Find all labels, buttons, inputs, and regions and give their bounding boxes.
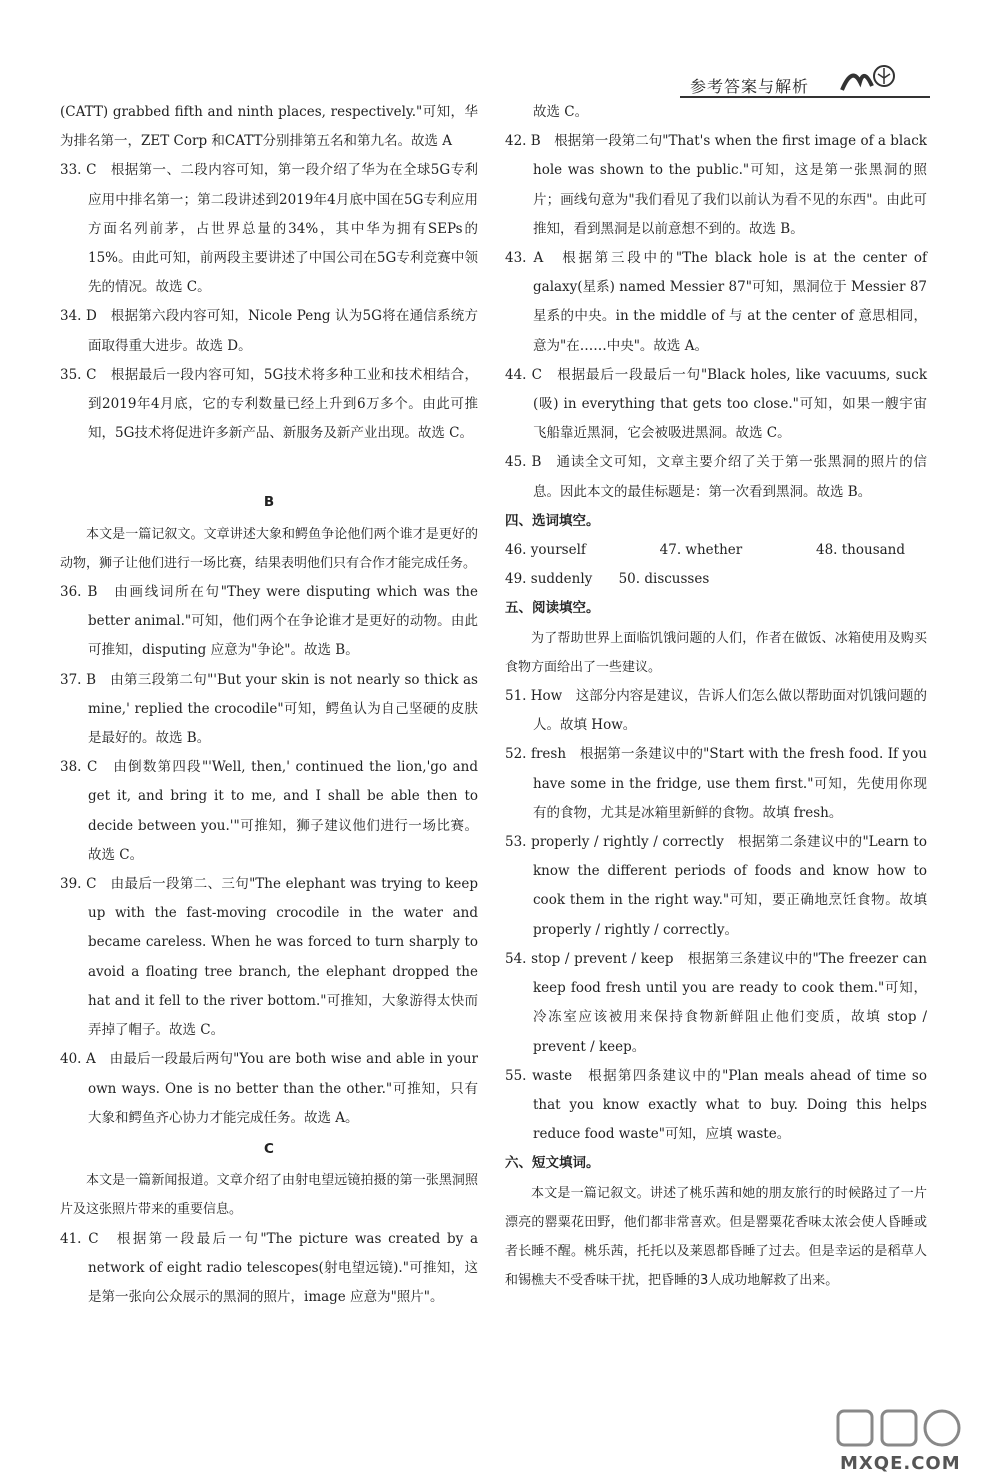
watermark-logo-icon (830, 1405, 980, 1453)
section-4-title: 四、选词填空。 (505, 512, 600, 529)
answer-47: 47. whether (659, 542, 743, 559)
answer-item-54: 54. stop / prevent / keep 根据第三条建议中的"The freezer can keep food fresh until you are ready to cook them."可知，冷冻室应该被用来保持食物新鲜阻止他们变质，故填 stop / prevent / keep。 (505, 950, 927, 1055)
section-c-intro: 本文是一篇新闻报道。文章介绍了由射电望远镜拍摄的第一张黑洞照片及这张照片带来的重要信息。 (60, 1173, 478, 1218)
answer-item-52: 52. fresh 根据第一条建议中的"Start with the fresh food. If you have some in the fridge, use them first."可知，先使用你现有的食物，尤其是冰箱里新鲜的食物。故填 fresh。 (505, 746, 927, 821)
section-4-answers (505, 536, 927, 594)
answer-item-33: 33. C 根据第一、二段内容可知，第一段介绍了华为在全球5G专利应用中排名第一；第二段讲述到2019年4月底中国在5G专利应用方面名列前茅，占世界总量的34%，其中华为拥有SEPs的15%。由此可知，前两段主要讲述了中国公司在5G专利竞赛中领先的情况。故选 C。 (60, 162, 478, 296)
answer-item-43: 43. A 根据第三段中的"The black hole is at the center of galaxy(星系) named Messier 87"可知，黑洞位于 Messier 87星系的中央。in the middle of 与 at the center of 意思相同，意为"在……中央"。故选 A。 (505, 250, 927, 354)
header-title: 参考答案与解析 (690, 77, 810, 96)
answer-50: 50. discusses (618, 571, 710, 588)
answer-48: 48. thousand (816, 542, 906, 559)
answer-item-40: 40. A 由最后一段最后两句"You are both wise and able in your own ways. One is no better than the other."可推知，只有大象和鳄鱼齐心协力才能完成任务。故选 A。 (60, 1051, 478, 1126)
answer-item-38: 38. C 由倒数第四段"'Well, then,' continued the lion,'go and get it, and bring it to me, and I shall be able then to decide between you.'"可推知，狮子建议他们进行一场比赛。故选 C。 (60, 759, 478, 863)
book-logo-icon (838, 60, 898, 96)
section-5-title: 五、阅读填空。 (505, 600, 600, 617)
continued-text: (CATT) grabbed fifth and ninth places, respectively."可知，华为排名第一，ZET Corp 和CATT分别排第五名和第九名。故选 A (60, 104, 478, 150)
answer-item-42: 42. B 根据第一段第二句"That's when the first image of a black hole was shown to the public."可知，这是第一张黑洞的照片；画线句意为"我们看见了我们以前认为看不见的东西"。由此可推知，看到黑洞是以前意想不到的。故选 B。 (505, 133, 927, 237)
section-c-title: C (264, 1140, 274, 1157)
watermark-text: MXQE.COM (840, 1453, 961, 1474)
answer-item-39: 39. C 由最后一段第二、三句"The elephant was trying to keep up with the fast-moving crocodile in the water and became careless. When he was forced to turn sharply to avoid a floating tree branch, the elephant dropped the hat and it fell to the river bottom."可推知，大象游得太快而弄掉了帽子。故选 C。 (60, 876, 478, 1039)
section-5-intro: 为了帮助世界上面临饥饿问题的人们，作者在做饭、冰箱使用及购买食物方面给出了一些建议。 (505, 630, 927, 675)
answer-49: 49. suddenly (505, 571, 593, 588)
page-header (680, 60, 930, 100)
answer-item-34: 34. D 根据第六段内容可知，Nicole Peng 认为5G将在通信系统方面取得重大进步。故选 D。 (60, 308, 478, 354)
answer-item-37: 37. B 由第三段第二句"'But your skin is not nearly so thick as mine,' replied the crocodile"可知，鳄鱼认为自己坚硬的皮肤是最好的。故选 B。 (60, 671, 478, 747)
answer-item-45: 45. B 通读全文可知，文章主要介绍了关于第一张黑洞的照片的信息。因此本文的最佳标题是：第一次看到黑洞。故选 B。 (505, 454, 927, 500)
section-6-title: 六、短文填词。 (505, 1155, 600, 1172)
answer-46: 46. yourself (505, 542, 586, 559)
section-b-title: B (263, 494, 275, 511)
section-6-intro: 本文是一篇记叙文。讲述了桃乐茜和她的朋友旅行的时候路过了一片漂亮的罂粟花田野，他们都非常喜欢。但是罂粟花香味太浓会使人昏睡或者长睡不醒。桃乐茜，托托以及莱恩都昏睡了过去。但是幸运的是稻草人和锡樵夫不受香味干扰，把昏睡的3人成功地解救了出来。 (505, 1185, 927, 1289)
answer-item-53: 53. properly / rightly / correctly 根据第二条建议中的"Learn to know the different periods of foods and know how to cook them in the right way."可知，要正确地烹饪食物。故填 properly / rightly / correctly。 (505, 834, 927, 938)
watermark (830, 1405, 980, 1475)
section-b-intro: 本文是一篇记叙文。文章讲述大象和鳄鱼争论他们两个谁才是更好的动物，狮子让他们进行一场比赛，结果表明他们只有合作才能完成任务。 (60, 526, 478, 571)
continued-text-right: 故选 C。 (533, 104, 589, 120)
answer-item-51: 51. How 这部分内容是建议，告诉人们怎么做以帮助面对饥饿问题的人。故填 How。 (505, 688, 927, 734)
left-column (60, 98, 478, 1312)
answer-item-35: 35. C 根据最后一段内容可知，5G技术将多种工业和技术相结合，到2019年4月底，它的专利数量已经上升到6万多个。由此可推知，5G技术将促进许多新产品、新服务及新产业出现。故选 C。 (60, 366, 478, 442)
answer-item-41: 41. C 根据第一段最后一句"The picture was created by a network of eight radio telescopes(射电望远镜)."可推知，这是第一张向公众展示的黑洞的照片，image 应意为"照片"。 (60, 1230, 478, 1305)
answer-item-55: 55. waste 根据第四条建议中的"Plan meals ahead of time so that you know exactly what to buy. Doing this helps reduce food waste"可知，应填 waste。 (505, 1067, 927, 1143)
answer-item-36: 36. B 由画线词所在句"They were disputing which was the better animal."可知，他们两个在争论谁才是更好的动物。由此可推知，disputing 应意为"争论"。故选 B。 (60, 584, 478, 659)
answer-item-44: 44. C 根据最后一段最后一句"Black holes, like vacuums, suck (吸) in everything that gets too close."可知，如果一艘宇宙飞船靠近黑洞，它会被吸进黑洞。故选 C。 (505, 366, 927, 442)
right-column (505, 98, 927, 1295)
